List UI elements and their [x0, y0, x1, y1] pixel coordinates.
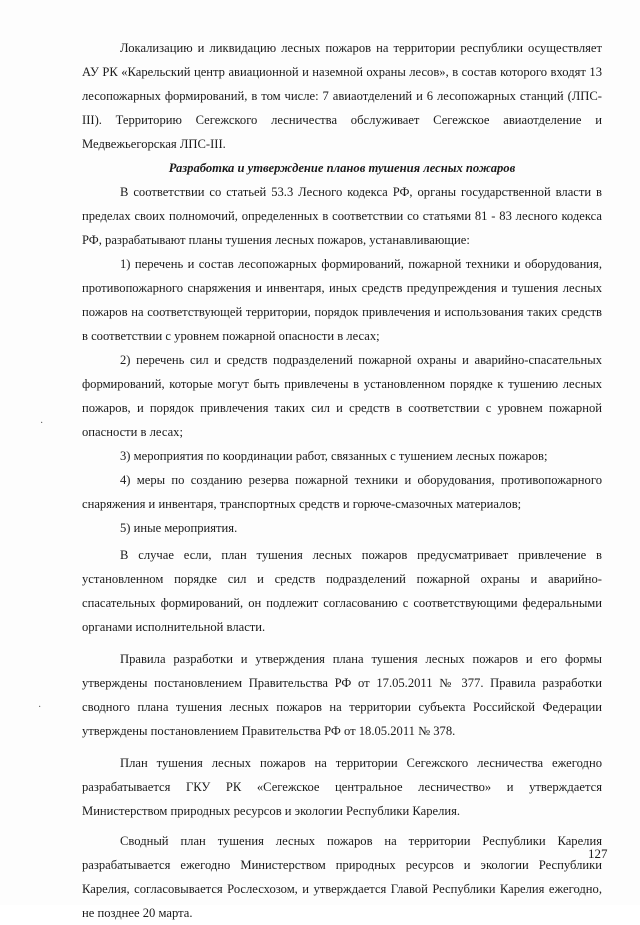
- scan-mark: ·: [40, 418, 44, 429]
- list-item-4: 4) меры по созданию резерва пожарной техники и оборудования, противопожарного снаряжения и инвентаря, транспортных средств и горюче-смазочных материалов;: [82, 473, 602, 511]
- paragraph-summary: Сводный план тушения лесных пожаров на территории Республики Карелия разрабатывается ежегодно Министерством природных ресурсов и экологии Республики Карелия, согласовывается Рослесхозом, и утверждается Главой Республики Карелия ежегодно, не позднее 20 марта.: [82, 834, 602, 920]
- paragraph-rules: Правила разработки и утверждения плана тушения лесных пожаров и его формы утверждены постановлением Правительства РФ от 17.05.2011 № 377. Правила разработки сводного плана тушения лесных пожаров на территории субъекта Российской Федерации утверждены постановлением Правительства РФ от 18.05.2011 № 378.: [82, 652, 602, 738]
- list-item-2: 2) перечень сил и средств подразделений пожарной охраны и аварийно-спасательных формирований, которые могут быть привлечены в установленном порядке к тушению лесных пожаров, и порядок привлечения таких сил и средств в соответствии с уровнем пожарной опасности в лесах;: [82, 353, 602, 439]
- paragraph-segezha: План тушения лесных пожаров на территории Сегежского лесничества ежегодно разрабатывается ГКУ РК «Сегежское центральное лесничество» и утверждается Министерством природных ресурсов и экологии Республики Карелия.: [82, 756, 602, 818]
- section-heading: Разработка и утверждение планов тушения лесных пожаров: [168, 161, 516, 175]
- paragraph-case: В случае если, план тушения лесных пожаров предусматривает привлечение в установленном порядке сил и средств подразделений пожарной охраны и аварийно-спасательных формирований, он подлежит согласованию с соответствующими федеральными органами исполнительной власти.: [82, 548, 602, 634]
- scan-mark: ·: [38, 702, 42, 713]
- page-number: 127: [588, 846, 608, 861]
- list-item-1: 1) перечень и состав лесопожарных формирований, пожарной техники и оборудования, противопожарного снаряжения и инвентаря, иных средств предупреждения и тушения лесных пожаров на соответствующей территории, порядок привлечения и использования таких средств в соответствии с уровнем пожарной опасности в лесах;: [82, 257, 602, 343]
- list-item-3: 3) мероприятия по координации работ, связанных с тушением лесных пожаров;: [120, 449, 548, 463]
- paragraph-law: В соответствии со статьей 53.3 Лесного кодекса РФ, органы государственной власти в пределах своих полномочий, определенных в соответствии со статьями 81 - 83 лесного кодекса РФ, разрабатывают планы тушения лесных пожаров, устанавливающие:: [82, 185, 602, 247]
- paragraph-intro: Локализацию и ликвидацию лесных пожаров на территории республики осуществляет АУ РК «Карельский центр авиационной и наземной охраны лесов», в состав которого входят 13 лесопожарных формирований, в том числе: 7 авиаотделений и 6 лесопожарных станций (ЛПС-III). Территорию Сегежского лесничества обслуживает Сегежское авиаотделение и Медвежьегорская ЛПС-III.: [82, 41, 602, 151]
- list-item-5: 5) иные мероприятия.: [120, 521, 238, 535]
- document-body: [82, 36, 602, 925]
